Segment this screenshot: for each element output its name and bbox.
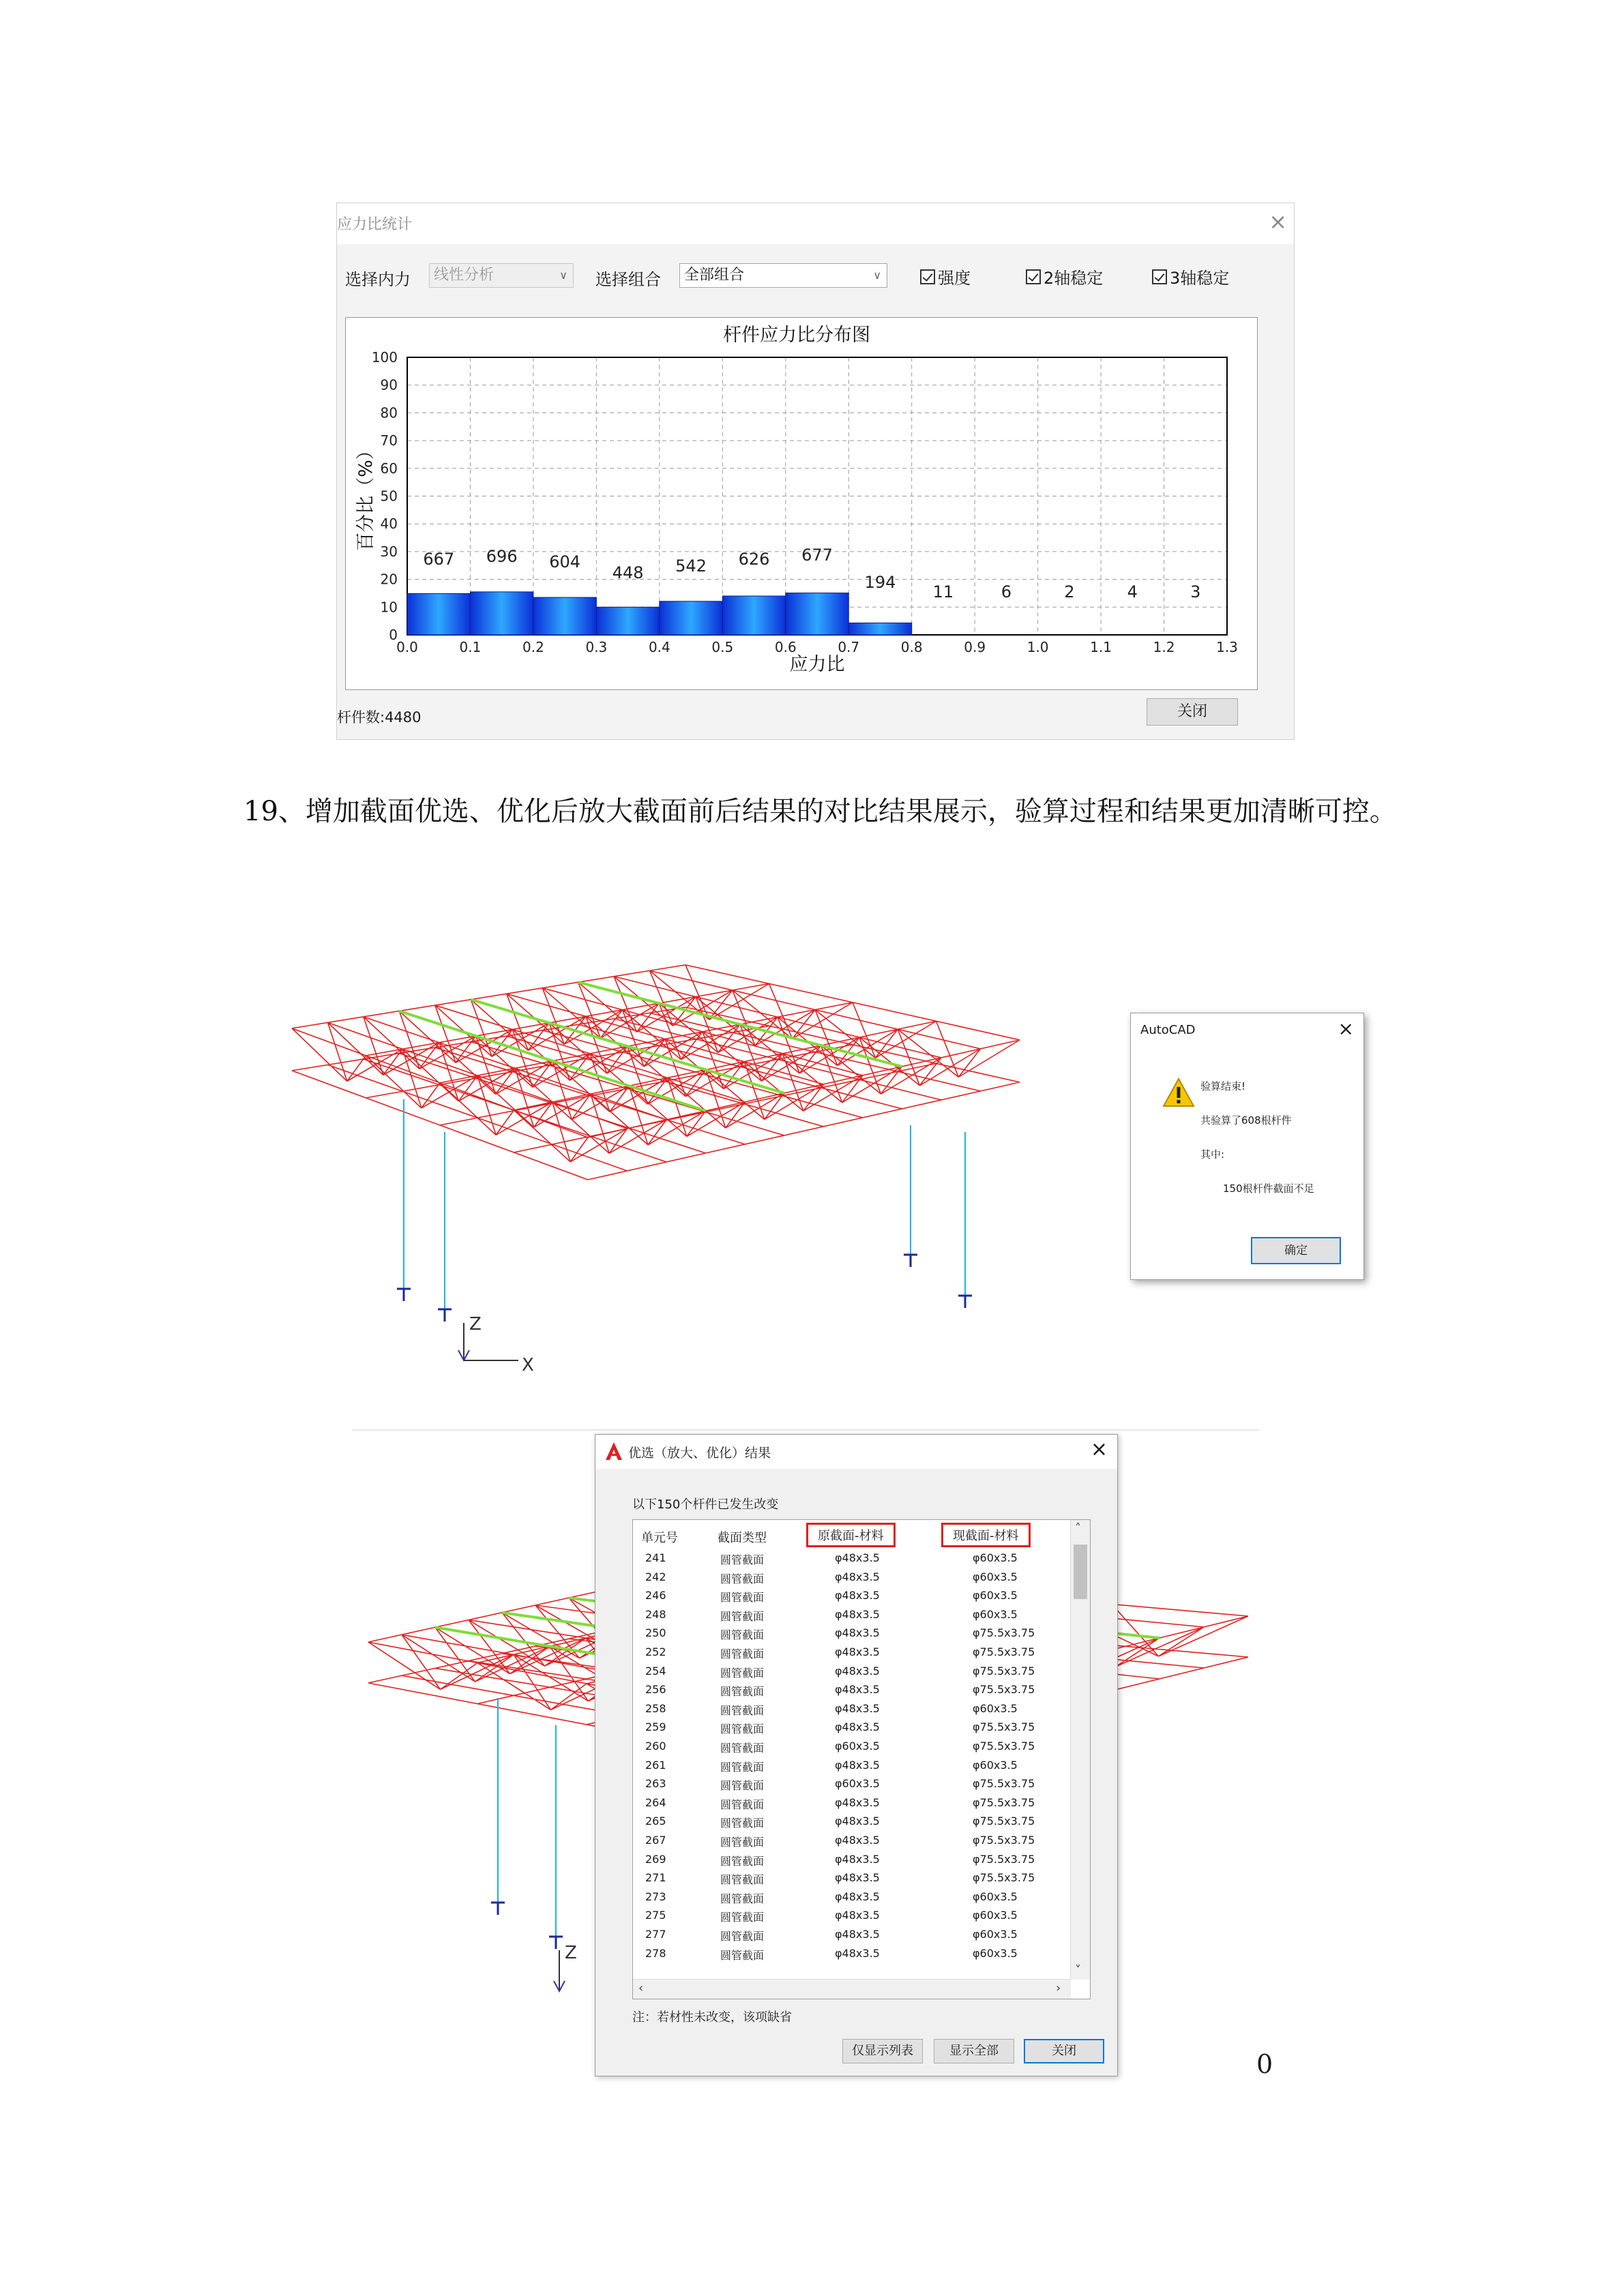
cell-new-section: φ60x3.5	[973, 1570, 1018, 1583]
cell-section-type: 圆管截面	[720, 1817, 765, 1830]
cell-new-section: φ75.5x3.75	[973, 1815, 1035, 1828]
cell-original-section: φ48x3.5	[835, 1589, 880, 1602]
close-icon[interactable]: ×	[1090, 1437, 1108, 1461]
list-only-button[interactable]: 仅显示列表	[842, 2039, 923, 2063]
x-tick-label: 0.5	[711, 639, 734, 655]
cell-original-section: φ48x3.5	[835, 1701, 880, 1715]
bar-count-label: 604	[549, 552, 581, 571]
bar-count-label: 542	[675, 556, 707, 576]
body-paragraph: 19、增加截面优选、优化后放大截面前后结果的对比结果展示，验算过程和结果更加清晰可控。	[243, 796, 1397, 827]
cell-element-id: 259	[645, 1720, 666, 1734]
scroll-left-icon[interactable]: ‹	[638, 1981, 644, 1995]
cell-section-type: 圆管截面	[720, 1553, 765, 1566]
y-tick-label: 20	[380, 571, 398, 588]
y-tick-label: 60	[380, 460, 398, 477]
stress-ratio-chart	[346, 318, 1257, 689]
cell-section-type: 圆管截面	[720, 1930, 765, 1943]
cell-section-type: 圆管截面	[720, 1798, 765, 1811]
cell-new-section: φ75.5x3.75	[973, 1720, 1035, 1734]
table-row[interactable]	[633, 1795, 1069, 1814]
cell-element-id: 261	[645, 1758, 666, 1772]
table-row[interactable]	[633, 1644, 1069, 1663]
cell-element-id: 242	[645, 1570, 666, 1583]
autocad-message-dialog	[1130, 1013, 1364, 1280]
cell-element-id: 248	[645, 1607, 666, 1621]
table-row[interactable]	[633, 1851, 1069, 1870]
warning-icon	[1162, 1077, 1195, 1107]
checkbox-checked-icon	[1026, 269, 1041, 284]
cell-original-section: φ60x3.5	[835, 1740, 880, 1753]
bar-count-label: 667	[423, 550, 455, 569]
cell-section-type: 圆管截面	[720, 1703, 765, 1717]
cell-new-section: φ60x3.5	[973, 1589, 1018, 1602]
cell-section-type: 圆管截面	[720, 1572, 765, 1585]
chart-title: 杆件应力比分布图	[723, 325, 870, 346]
bar	[407, 593, 470, 635]
message-line: 其中:	[1200, 1148, 1225, 1161]
table-row[interactable]	[633, 1738, 1069, 1757]
pin-support-icon	[438, 1309, 452, 1322]
bar-count-label: 194	[864, 573, 896, 592]
table-row[interactable]	[633, 1682, 1069, 1701]
horizontal-scrollbar[interactable]	[633, 1979, 1071, 1999]
combo-select-value: 全部组合	[684, 267, 745, 284]
cell-new-section: φ75.5x3.75	[973, 1852, 1035, 1866]
dialog-title: AutoCAD	[1140, 1023, 1196, 1037]
scroll-up-icon[interactable]: ˄	[1075, 1521, 1081, 1536]
y-tick-label: 80	[380, 404, 398, 421]
table-row[interactable]	[633, 1701, 1069, 1720]
cell-section-type: 圆管截面	[720, 1685, 765, 1699]
cell-element-id: 263	[645, 1777, 666, 1791]
dialog-titlebar	[595, 1435, 1117, 1469]
cell-section-type: 圆管截面	[720, 1948, 765, 1962]
scroll-right-icon[interactable]: ›	[1056, 1981, 1061, 1995]
bar	[660, 601, 722, 635]
cell-element-id: 277	[645, 1928, 666, 1941]
cell-element-id: 265	[645, 1815, 666, 1828]
axis2-checkbox-label: 2轴稳定	[1044, 269, 1104, 288]
y-tick-label: 90	[380, 376, 398, 393]
cell-new-section: φ75.5x3.75	[973, 1740, 1035, 1753]
cell-element-id: 241	[645, 1551, 666, 1564]
cell-new-section: φ75.5x3.75	[973, 1626, 1035, 1640]
table-row[interactable]	[633, 1889, 1069, 1908]
cell-new-section: φ75.5x3.75	[973, 1834, 1035, 1847]
x-tick-label: 0.6	[774, 639, 797, 655]
cell-element-id: 269	[645, 1852, 666, 1866]
cell-element-id: 250	[645, 1626, 666, 1640]
x-tick-label: 0.4	[648, 639, 670, 655]
bar-count-label: 626	[738, 550, 770, 569]
cell-original-section: φ48x3.5	[835, 1645, 880, 1658]
dialog-titlebar	[337, 203, 1294, 244]
axis3-checkbox[interactable]	[1152, 265, 1229, 288]
bar	[533, 597, 596, 635]
cell-section-type: 圆管截面	[720, 1666, 765, 1680]
cell-new-section: φ75.5x3.75	[973, 1871, 1035, 1885]
y-tick-label: 70	[380, 432, 398, 449]
cell-original-section: φ48x3.5	[835, 1909, 880, 1922]
cell-original-section: φ48x3.5	[835, 1928, 880, 1941]
table-row[interactable]	[633, 1587, 1069, 1607]
x-tick-label: 1.3	[1216, 639, 1238, 655]
cell-section-type: 圆管截面	[720, 1892, 765, 1905]
pin-support-icon	[549, 1937, 563, 1949]
y-tick-label: 100	[371, 349, 398, 366]
bar	[596, 607, 659, 635]
close-icon[interactable]: ×	[1338, 1017, 1354, 1040]
cell-element-id: 246	[645, 1589, 666, 1602]
close-button[interactable]: 关闭	[1024, 2039, 1104, 2063]
scrollbar-thumb[interactable]	[1074, 1545, 1087, 1599]
cell-section-type: 圆管截面	[720, 1723, 765, 1736]
column-header[interactable]: 单元号	[641, 1531, 678, 1545]
x-tick-label: 0.1	[459, 639, 482, 655]
cell-element-id: 267	[645, 1834, 666, 1847]
column-header[interactable]: 原截面-材料	[806, 1523, 896, 1547]
y-tick-label: 10	[380, 599, 398, 616]
y-tick-label: 0	[389, 627, 398, 643]
axis-gizmo	[554, 1943, 577, 1991]
cell-section-type: 圆管截面	[720, 1628, 765, 1642]
vertical-scrollbar[interactable]	[1070, 1520, 1090, 1980]
force-select-value: 线性分析	[434, 267, 494, 284]
bar	[722, 596, 785, 635]
optimized-member	[578, 982, 902, 1067]
cell-section-type: 圆管截面	[720, 1854, 765, 1868]
message-line: 验算结束!	[1200, 1080, 1246, 1092]
column-header[interactable]: 现截面-材料	[941, 1523, 1031, 1547]
stress-ratio-dialog	[336, 203, 1295, 740]
select-force-label: 选择内力	[345, 270, 411, 289]
table-row[interactable]	[633, 1945, 1069, 1965]
results-table[interactable]	[632, 1519, 1091, 1999]
x-tick-label: 0.7	[838, 639, 860, 655]
autocad-logo-icon	[605, 1442, 623, 1461]
table-row[interactable]	[633, 1550, 1069, 1569]
combo-select[interactable]	[679, 263, 887, 288]
bar-count-label: 448	[612, 563, 644, 582]
table-row[interactable]	[633, 1607, 1069, 1626]
axis-x-label: X	[522, 1355, 534, 1375]
message-line: 共验算了608根杆件	[1200, 1114, 1292, 1127]
scroll-down-icon[interactable]: ˅	[1075, 1963, 1081, 1978]
cell-original-section: φ48x3.5	[835, 1551, 880, 1564]
strength-checkbox[interactable]	[920, 265, 971, 288]
cell-new-section: φ75.5x3.75	[973, 1645, 1035, 1658]
cell-new-section: φ60x3.5	[973, 1758, 1018, 1772]
chevron-down-icon: ∨	[559, 269, 567, 282]
y-tick-label: 30	[380, 543, 398, 560]
cell-section-type: 圆管截面	[720, 1911, 765, 1924]
cell-section-type: 圆管截面	[720, 1836, 765, 1849]
member-count-label: 杆件数:4480	[337, 709, 422, 726]
cell-original-section: φ48x3.5	[835, 1683, 880, 1697]
x-tick-label: 0.2	[522, 639, 544, 655]
cell-original-section: φ48x3.5	[835, 1626, 880, 1640]
cell-element-id: 273	[645, 1890, 666, 1903]
cell-original-section: φ48x3.5	[835, 1890, 880, 1903]
cell-new-section: φ60x3.5	[973, 1890, 1018, 1903]
truss-model-view	[273, 955, 1119, 1405]
axis-z-label: Z	[565, 1943, 577, 1963]
show-all-button[interactable]: 显示全部	[934, 2039, 1014, 2063]
strength-checkbox-label: 强度	[938, 269, 971, 288]
cell-original-section: φ48x3.5	[835, 1720, 880, 1734]
pin-support-icon	[904, 1255, 917, 1267]
bar-count-label: 677	[801, 546, 833, 565]
cell-section-type: 圆管截面	[720, 1648, 765, 1660]
cell-new-section: φ75.5x3.75	[973, 1777, 1035, 1791]
cell-new-section: φ60x3.5	[973, 1607, 1018, 1621]
x-tick-label: 1.0	[1027, 639, 1049, 655]
close-icon[interactable]: ×	[1269, 209, 1287, 235]
table-row[interactable]	[633, 1870, 1069, 1889]
y-tick-label: 40	[380, 516, 398, 533]
cell-original-section: φ48x3.5	[835, 1871, 880, 1885]
cell-element-id: 252	[645, 1645, 666, 1658]
x-tick-label: 0.3	[585, 639, 608, 655]
pin-support-icon	[958, 1296, 972, 1308]
bar-count-label: 11	[932, 582, 954, 601]
cell-new-section: φ60x3.5	[973, 1551, 1018, 1564]
x-axis-label: 应力比	[789, 654, 845, 675]
cell-section-type: 圆管截面	[720, 1873, 765, 1887]
cell-new-section: φ75.5x3.75	[973, 1664, 1035, 1678]
x-tick-label: 1.1	[1090, 639, 1112, 655]
truss-wireframe	[292, 965, 1020, 1322]
table-row[interactable]	[633, 1625, 1069, 1644]
cell-section-type: 圆管截面	[720, 1760, 765, 1774]
table-row[interactable]	[633, 1569, 1069, 1588]
cell-original-section: φ48x3.5	[835, 1815, 880, 1828]
page-number: 0	[1256, 2049, 1273, 2079]
bar	[848, 623, 911, 635]
cell-original-section: φ60x3.5	[835, 1777, 880, 1791]
bar-count-label: 6	[1001, 582, 1012, 601]
optimization-results-dialog	[595, 1434, 1118, 2076]
cell-new-section: φ60x3.5	[973, 1946, 1018, 1960]
cell-element-id: 264	[645, 1795, 666, 1809]
cell-element-id: 278	[645, 1946, 666, 1960]
checkbox-checked-icon	[1152, 269, 1167, 284]
note-label: 注：若材性未改变，该项缺省	[632, 2010, 792, 2025]
cell-element-id: 271	[645, 1871, 666, 1885]
divider	[352, 1429, 1259, 1431]
close-button[interactable]: 关闭	[1147, 698, 1238, 726]
pin-support-icon	[397, 1289, 411, 1301]
table-row[interactable]	[633, 1907, 1069, 1926]
ok-button[interactable]: 确定	[1251, 1237, 1341, 1264]
cell-original-section: φ48x3.5	[835, 1795, 880, 1809]
table-row[interactable]	[633, 1926, 1069, 1945]
column-header[interactable]: 截面类型	[718, 1531, 767, 1545]
y-axis-label: 百分比（%）	[355, 441, 377, 551]
cell-new-section: φ60x3.5	[973, 1928, 1018, 1941]
table-row[interactable]	[633, 1813, 1069, 1832]
cell-section-type: 圆管截面	[720, 1779, 765, 1793]
cell-original-section: φ48x3.5	[835, 1664, 880, 1678]
axis-z-label: Z	[469, 1314, 482, 1335]
message-line: 150根杆件截面不足	[1223, 1182, 1314, 1195]
cell-original-section: φ48x3.5	[835, 1852, 880, 1866]
y-tick-label: 50	[380, 488, 398, 505]
x-tick-label: 0.0	[396, 639, 418, 655]
bar-count-label: 3	[1190, 582, 1201, 601]
cell-section-type: 圆管截面	[720, 1742, 765, 1755]
cell-element-id: 254	[645, 1664, 666, 1678]
chart-panel	[345, 317, 1258, 690]
cell-original-section: φ48x3.5	[835, 1607, 880, 1621]
bar	[470, 592, 533, 635]
cell-element-id: 260	[645, 1740, 666, 1753]
summary-label: 以下150个杆件已发生改变	[632, 1497, 779, 1512]
checkbox-checked-icon	[920, 269, 935, 284]
axis-gizmo	[458, 1314, 534, 1375]
dialog-title: 应力比统计	[337, 216, 413, 233]
cell-new-section: φ75.5x3.75	[973, 1683, 1035, 1697]
chevron-down-icon: ∨	[873, 269, 881, 282]
cell-original-section: φ48x3.5	[835, 1570, 880, 1583]
bar	[786, 593, 848, 635]
cell-original-section: φ48x3.5	[835, 1946, 880, 1960]
table-row[interactable]	[633, 1757, 1069, 1776]
table-row[interactable]	[633, 1719, 1069, 1738]
cell-element-id: 258	[645, 1701, 666, 1715]
axis3-checkbox-label: 3轴稳定	[1170, 269, 1230, 288]
dialog-title: 优选（放大、优化）结果	[628, 1446, 771, 1461]
cell-section-type: 圆管截面	[720, 1591, 765, 1605]
cell-element-id: 275	[645, 1909, 666, 1922]
bar-count-label: 4	[1127, 582, 1138, 601]
pin-support-icon	[491, 1903, 505, 1915]
select-combo-label: 选择组合	[595, 270, 661, 289]
table-row[interactable]	[633, 1832, 1069, 1851]
cell-new-section: φ60x3.5	[973, 1701, 1018, 1715]
axis2-checkbox[interactable]	[1026, 265, 1103, 288]
x-tick-label: 0.8	[900, 639, 923, 655]
x-tick-label: 1.2	[1153, 639, 1175, 655]
cell-original-section: φ48x3.5	[835, 1834, 880, 1847]
cell-new-section: φ75.5x3.75	[973, 1795, 1035, 1809]
force-select[interactable]	[429, 263, 574, 288]
bar-count-label: 2	[1064, 582, 1075, 601]
bar-count-label: 696	[486, 547, 518, 566]
cell-element-id: 256	[645, 1683, 666, 1697]
cell-section-type: 圆管截面	[720, 1609, 765, 1623]
table-row[interactable]	[633, 1776, 1069, 1795]
table-row[interactable]	[633, 1663, 1069, 1682]
cell-new-section: φ60x3.5	[973, 1909, 1018, 1922]
x-tick-label: 0.9	[964, 639, 986, 655]
cell-original-section: φ48x3.5	[835, 1758, 880, 1772]
